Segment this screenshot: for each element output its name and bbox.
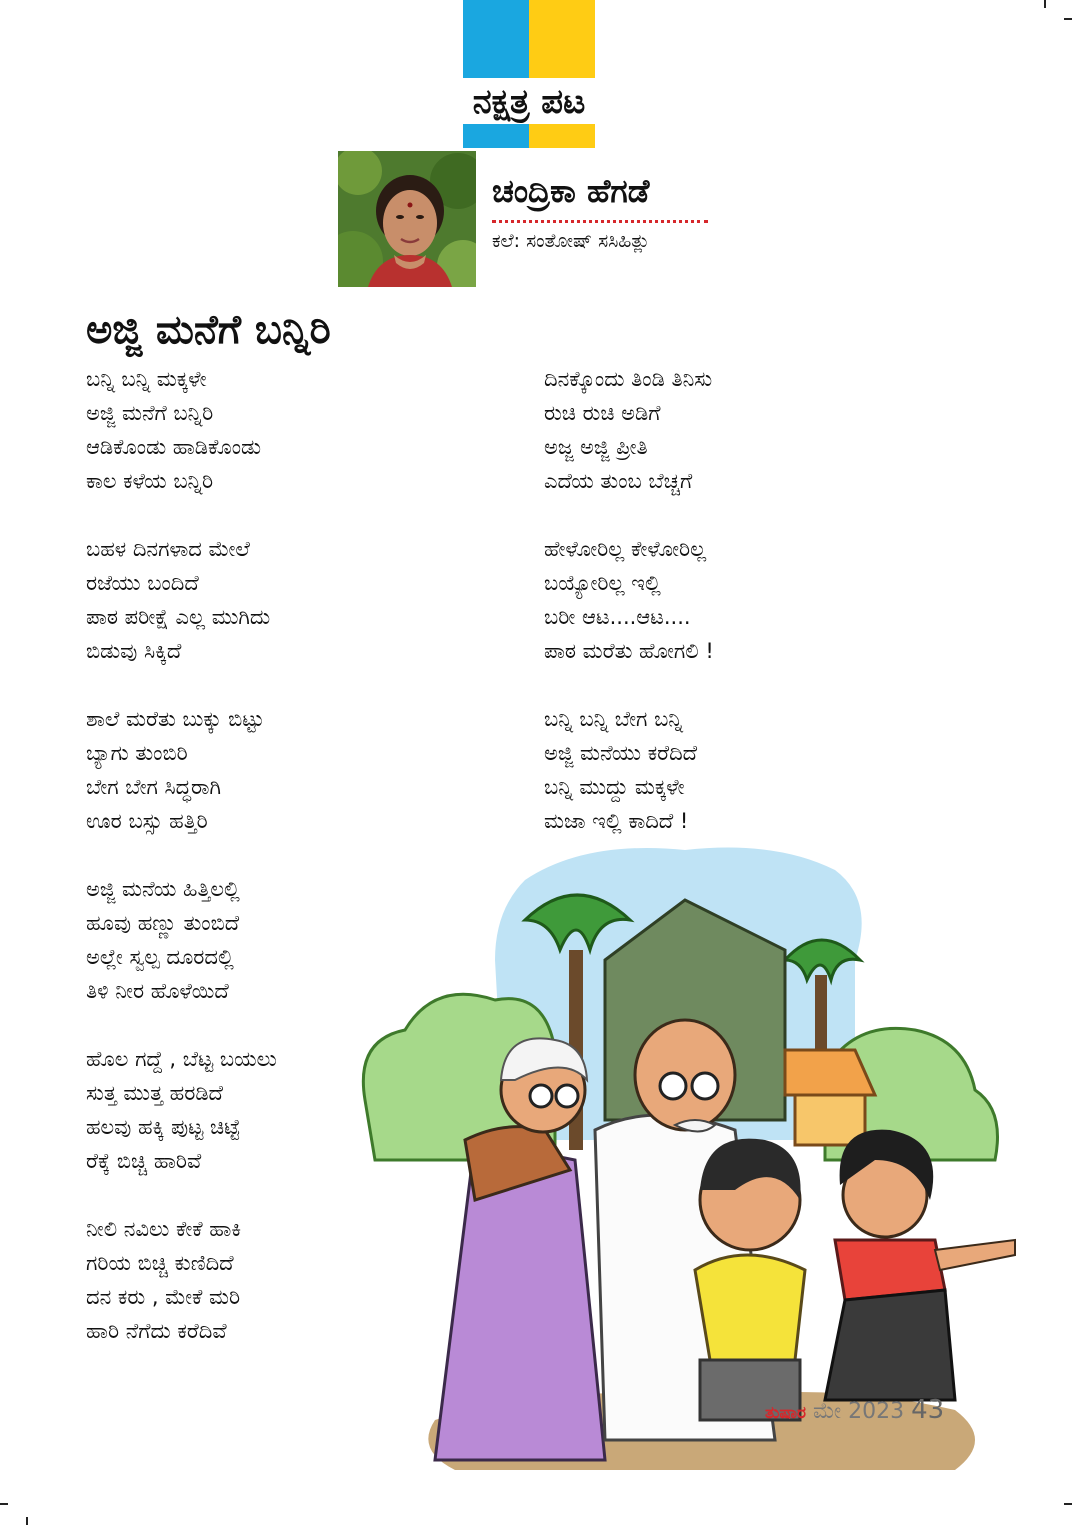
poem-line: ಅಲ್ಲೇ ಸ್ವಲ್ಪ ದೂರದಲ್ಲಿ (86, 945, 234, 969)
poem-line: ಬಯ್ಯೋರಿಲ್ಲ ಇಲ್ಲಿ (544, 571, 661, 595)
poem-line: ಎದೆಯ ತುಂಬ ಬೆಚ್ಚಗೆ (544, 469, 693, 493)
author-name: ಚಂದ್ರಿಕಾ ಹೆಗಡೆ (492, 172, 650, 210)
left-stanza (86, 362, 261, 498)
right-stanza (544, 702, 697, 838)
magazine-name: ತುಷಾರ (765, 1403, 806, 1423)
poem-line: ರೆಕ್ಕೆ ಬಿಚ್ಚಿ ಹಾರಿವೆ (86, 1149, 202, 1173)
left-stanza (86, 532, 270, 668)
poem-line: ರಜೆಯು ಬಂದಿದೆ (86, 571, 199, 595)
poem-title: ಅಜ್ಜಿ ಮನೆಗೆ ಬನ್ನಿರಿ (86, 307, 331, 353)
crop-mark (1064, 18, 1072, 20)
poem-line: ಮಜಾ ಇಲ್ಲಿ ಕಾದಿದೆ ! (544, 809, 689, 833)
author-photo (338, 151, 476, 287)
poem-line: ಬನ್ನಿ ಬನ್ನಿ ಮಕ್ಕಳೇ (86, 367, 207, 391)
left-stanza (86, 872, 240, 1008)
badge-yellow-block (529, 0, 595, 148)
poem-line: ರುಚಿ ರುಚಿ ಅಡಿಗೆ (544, 401, 661, 425)
poem-line: ದನ ಕರು , ಮೇಕೆ ಮರಿ (86, 1285, 241, 1309)
crop-mark (1044, 0, 1046, 8)
poem-line: ಸುತ್ತ ಮುತ್ತ ಹರಡಿದೆ (86, 1081, 223, 1105)
left-stanza (86, 702, 264, 838)
poem-line: ಬರೀ ಆಟ....ಆಟ.... (544, 605, 691, 629)
issue-date: ಮೇ 2023 (812, 1399, 905, 1424)
poem-line: ಬಹಳ ದಿನಗಳಾದ ಮೇಲೆ (86, 537, 250, 561)
poem-line: ಬನ್ನಿ ಮುದ್ದು ಮಕ್ಕಳೇ (544, 775, 685, 799)
poem-line: ಶಾಲೆ ಮರೆತು ಬುಕ್ಕು ಬಿಟ್ಟು (86, 707, 265, 731)
crop-mark (1064, 1503, 1072, 1505)
page-number: 43 (911, 1395, 945, 1425)
poem-line: ಗರಿಯ ಬಿಚ್ಚಿ ಕುಣಿದಿದೆ (86, 1251, 234, 1275)
right-stanza (544, 532, 714, 668)
poem-line: ಬಿಡುವು ಸಿಕ್ಕಿದೆ (86, 639, 182, 663)
poem-line: ಅಜ್ಜಿ ಮನೆಯ ಹಿತ್ತಿಲಲ್ಲಿ (86, 877, 240, 901)
author-divider (492, 220, 708, 223)
poem-line: ಕಾಲ ಕಳೆಯ ಬನ್ನಿರಿ (86, 469, 214, 493)
family-illustration (355, 840, 1035, 1480)
poem-line: ತಿಳಿ ನೀರ ಹೊಳೆಯಿದೆ (86, 979, 229, 1003)
section-badge (463, 0, 595, 148)
badge-blue-block (463, 0, 529, 148)
poem-line: ಆಡಿಕೊಂಡು ಹಾಡಿಕೊಂಡು (86, 435, 262, 459)
crop-mark (26, 1517, 28, 1525)
poem-line: ನೀಲಿ ನವಿಲು ಕೇಕೆ ಹಾಕಿ (86, 1217, 242, 1241)
left-stanza (86, 1212, 241, 1348)
section-title: ನಕ್ಷತ್ರ ಪಟ (472, 82, 586, 122)
right-stanza (544, 362, 712, 498)
poem-line: ಹಾರಿ ನೆಗೆದು ಕರೆದಿವೆ (86, 1319, 227, 1343)
poem-line: ಬ್ಯಾಗು ತುಂಬಿರಿ (86, 741, 188, 765)
poem-line: ಹಲವು ಹಕ್ಕಿ ಪುಟ್ಟ ಚಿಟ್ಟೆ (86, 1115, 241, 1139)
illustration-credit: ಕಲೆ: ಸಂತೋಷ್ ಸಸಿಹಿತ್ಲು (492, 230, 650, 252)
crop-mark (0, 1503, 8, 1505)
poem-line: ಅಜ್ಜಿ ಮನೆಯು ಕರೆದಿದೆ (544, 741, 698, 765)
poem-line: ಊರ ಬಸ್ಸು ಹತ್ತಿರಿ (86, 809, 208, 833)
page-footer (765, 1395, 944, 1425)
poem-line: ಅಜ್ಜಿ ಮನೆಗೆ ಬನ್ನಿರಿ (86, 401, 214, 425)
poem-line: ಪಾಠ ಮರೆತು ಹೋಗಲಿ ! (544, 639, 714, 663)
poem-line: ಹೇಳೋರಿಲ್ಲ ಕೇಳೋರಿಲ್ಲ (544, 537, 707, 561)
poem-line: ಬನ್ನಿ ಬನ್ನಿ ಬೇಗ ಬನ್ನಿ (544, 707, 683, 731)
poem-line: ಬೇಗ ಬೇಗ ಸಿದ್ಧರಾಗಿ (86, 775, 221, 799)
poem-line: ಅಜ್ಜ ಅಜ್ಜಿ ಪ್ರೀತಿ (544, 435, 648, 459)
poem-line: ಹೂವು ಹಣ್ಣು ತುಂಬಿದೆ (86, 911, 240, 935)
poem-line: ಹೊಲ ಗದ್ದೆ , ಬೆಟ್ಟ ಬಯಲು (86, 1047, 277, 1071)
poem-line: ದಿನಕ್ಕೊಂದು ತಿಂಡಿ ತಿನಿಸು (544, 367, 713, 391)
left-stanza (86, 1042, 277, 1178)
poem-line: ಪಾಠ ಪರೀಕ್ಷೆ ಎಲ್ಲ ಮುಗಿದು (86, 605, 271, 629)
